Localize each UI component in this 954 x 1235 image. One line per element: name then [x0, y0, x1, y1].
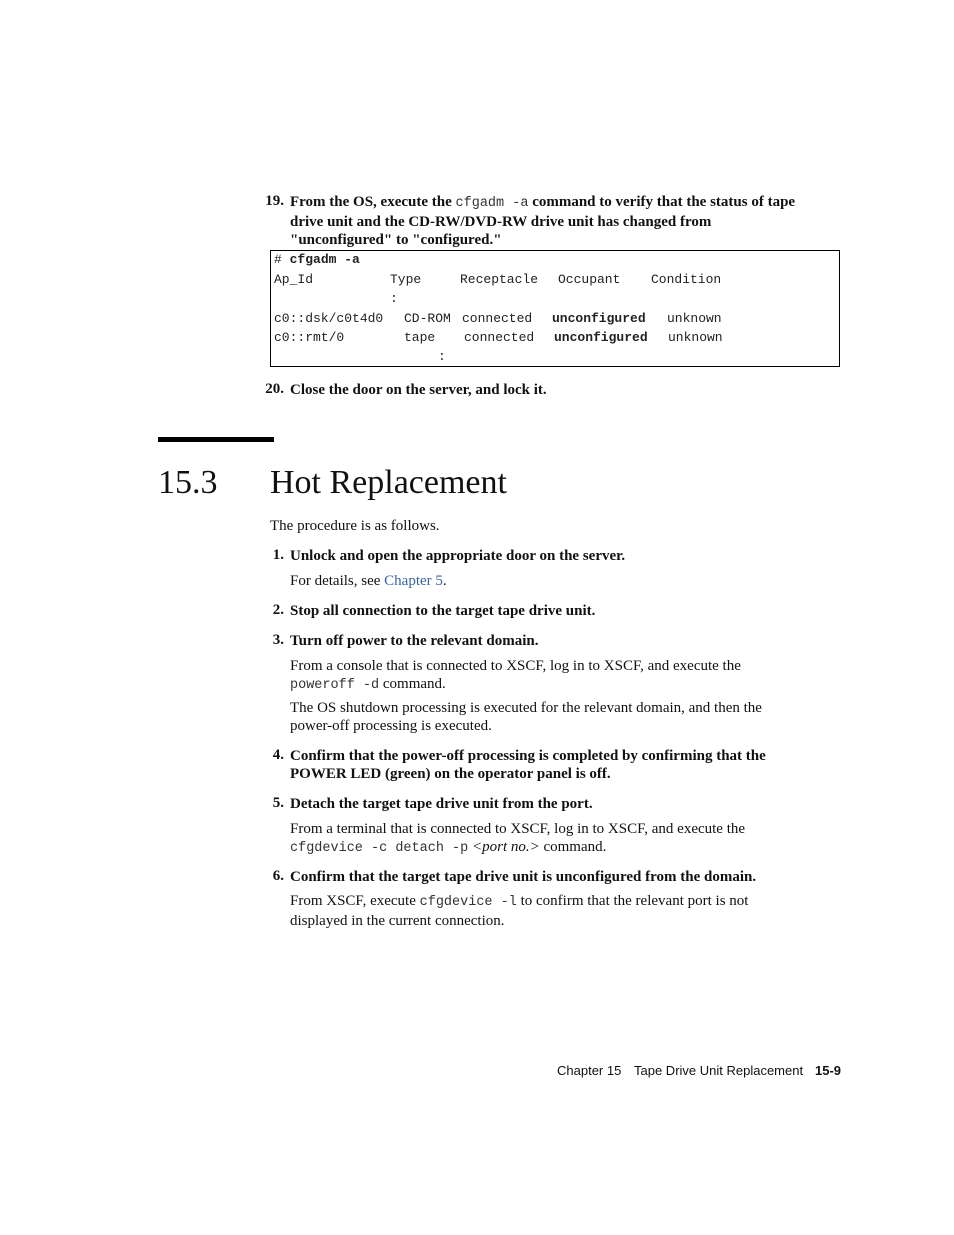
step-1-text: Unlock and open the appropriate door on the server. [290, 548, 626, 564]
step-6-text: Confirm that the target tape drive unit is unconfigured from the domain. [290, 869, 757, 885]
section-rule [158, 437, 274, 442]
code-row-receptacle: connected [464, 330, 535, 345]
step-2-number: 2. [272, 602, 284, 618]
footer-page-number: 15-9 [815, 1063, 842, 1078]
cfgdevice-detach-inline-command: cfgdevice -c detach -p [290, 841, 469, 856]
code-block [270, 250, 840, 367]
step-1-detail: For details, see Chapter 5. [290, 573, 447, 589]
chapter-5-link[interactable]: Chapter 5 [384, 573, 443, 589]
code-row-type: tape [404, 330, 436, 345]
code-ellipsis-2: : [438, 349, 446, 364]
step-5-text: Detach the target tape drive unit from the port. [290, 796, 593, 812]
step-5-number: 5. [272, 795, 284, 811]
step-6-number: 6. [272, 868, 284, 884]
code-header-type: Type [390, 272, 422, 287]
step-3-detail-1: From a console that is connected to XSCF, log in to XSCF, and execute the poweroff -d command. [290, 658, 741, 693]
code-header-apid: Ap_Id [274, 272, 314, 287]
step-20-text: Close the door on the server, and lock it. [290, 382, 547, 398]
code-header-occupant: Occupant [558, 272, 621, 287]
cfgadm-inline-command: cfgadm -a [455, 196, 529, 211]
step-3-text: Turn off power to the relevant domain. [290, 633, 539, 649]
step-19-line3: "unconfigured" to "configured." [290, 232, 502, 248]
footer-chapter: Chapter 15 [557, 1063, 622, 1078]
step-4-text: Confirm that the power-off processing is completed by confirming that the POWER LED (green) on the operator panel is off. [290, 748, 766, 782]
step-19-line1: From the OS, execute the cfgadm -a command to verify that the status of tape [290, 194, 796, 211]
code-header-condition: Condition [651, 272, 722, 287]
step-3-number: 3. [272, 632, 284, 648]
code-row-condition: unknown [667, 311, 722, 326]
code-row-apid: c0::rmt/0 [274, 330, 345, 345]
code-ellipsis-1: : [390, 291, 398, 306]
step-20-number: 20. [265, 381, 284, 397]
step-4-number: 4. [272, 747, 284, 763]
step-19-text [290, 193, 850, 249]
step-2-text: Stop all connection to the target tape drive unit. [290, 603, 596, 619]
code-row-receptacle: connected [462, 311, 533, 326]
step-19-number: 19. [265, 193, 284, 209]
step-19-line2: drive unit and the CD-RW/DVD-RW drive unit has changed from [290, 214, 712, 230]
step-6-detail: From XSCF, execute cfgdevice -l to confirm that the relevant port is not displayed in the current connection. [290, 893, 749, 929]
poweroff-inline-command: poweroff -d [290, 678, 380, 693]
code-row-type: CD-ROM [404, 311, 451, 326]
cfgdevice-list-inline-command: cfgdevice -l [419, 895, 517, 910]
code-row-occupant: unconfigured [554, 330, 648, 345]
footer-title: Tape Drive Unit Replacement [634, 1063, 804, 1078]
intro-text: The procedure is as follows. [270, 518, 440, 534]
code-row-condition: unknown [668, 330, 723, 345]
section-title: Hot Replacement [270, 464, 507, 501]
step-1-number: 1. [272, 547, 284, 563]
code-prompt-line: # cfgadm -a [274, 252, 360, 267]
code-row-apid: c0::dsk/c0t4d0 [274, 311, 384, 326]
section-number: 15.3 [158, 464, 218, 501]
code-header-receptacle: Receptacle [460, 272, 539, 287]
step-3-detail-2: The OS shutdown processing is executed for the relevant domain, and then the power-off processing is executed. [290, 700, 762, 734]
step-5-detail: From a terminal that is connected to XSCF, log in to XSCF, and execute the cfgdevice -c detach -p <port no.> command. [290, 821, 746, 856]
code-row-occupant: unconfigured [552, 311, 646, 326]
